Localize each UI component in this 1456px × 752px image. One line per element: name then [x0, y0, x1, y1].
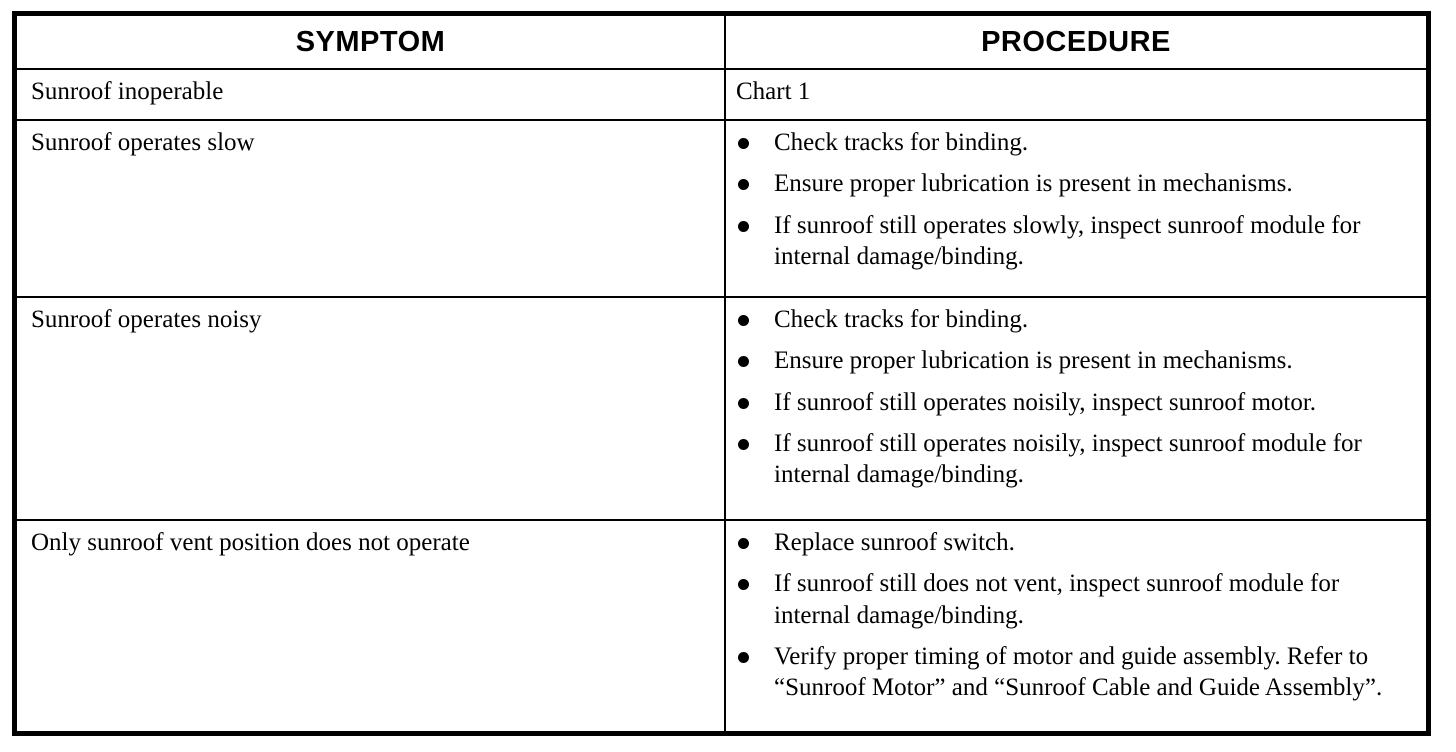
procedure-cell: Chart 1 — [725, 69, 1427, 120]
procedure-step-list — [736, 127, 1416, 272]
procedure-step-text: Check tracks for binding. — [774, 129, 1029, 156]
procedure-column-header: PROCEDURE — [725, 15, 1427, 69]
procedure-step-text: Replace sunroof switch. — [774, 529, 1015, 557]
procedure-cell — [725, 297, 1427, 520]
symptom-cell: Sunroof operates noisy — [16, 297, 725, 520]
procedure-step — [736, 641, 1416, 704]
symptom-cell: Sunroof inoperable — [16, 69, 725, 120]
procedure-step-text: If sunroof still operates noisily, inspect sunroof module for internal damage/binding. — [774, 429, 1362, 489]
symptom-cell: Only sunroof vent position does not operate — [16, 520, 725, 732]
bullet-icon — [738, 398, 749, 409]
procedure-step-text: If sunroof still does not vent, inspect sunroof module for internal damage/binding. — [774, 570, 1340, 629]
procedure-step — [736, 168, 1416, 199]
procedure-step-text: Verify proper timing of motor and guide assembly. Refer to “Sunroof Motor” and “Sunroof Cable and Guide Assembly”. — [774, 642, 1383, 702]
symptom-cell: Sunroof operates slow — [16, 120, 725, 297]
procedure-step-text: If sunroof still operates noisily, inspect sunroof motor. — [774, 388, 1317, 416]
table-header-row — [16, 15, 1427, 69]
table-row — [16, 69, 1427, 120]
symptom-procedure-table — [15, 14, 1428, 733]
bullet-icon — [738, 356, 749, 367]
bullet-icon — [738, 138, 749, 149]
procedure-step — [736, 568, 1416, 631]
bullet-icon — [738, 652, 749, 663]
procedure-cell — [725, 520, 1427, 732]
bullet-icon — [738, 315, 749, 326]
procedure-step — [736, 304, 1416, 335]
table-row — [16, 297, 1427, 520]
procedure-step-text: If sunroof still operates slowly, inspect sunroof module for internal damage/binding. — [774, 211, 1361, 270]
table-row — [16, 120, 1427, 297]
procedure-step — [736, 527, 1416, 558]
symptom-procedure-table-frame — [12, 11, 1431, 736]
procedure-step-text: Ensure proper lubrication is present in mechanisms. — [774, 347, 1293, 375]
bullet-icon — [738, 439, 749, 450]
symptom-column-header: SYMPTOM — [16, 15, 725, 69]
bullet-icon — [738, 221, 749, 232]
procedure-step — [736, 210, 1416, 273]
procedure-step-list — [736, 527, 1416, 703]
procedure-step-list — [736, 304, 1416, 490]
procedure-step — [736, 387, 1416, 418]
procedure-step — [736, 127, 1416, 158]
table-row — [16, 520, 1427, 732]
bullet-icon — [738, 179, 749, 190]
procedure-step — [736, 428, 1416, 491]
bullet-icon — [738, 579, 749, 590]
procedure-cell — [725, 120, 1427, 297]
procedure-step — [736, 345, 1416, 376]
procedure-step-text: Check tracks for binding. — [774, 306, 1029, 334]
bullet-icon — [738, 538, 749, 549]
procedure-step-text: Ensure proper lubrication is present in mechanisms. — [774, 170, 1293, 198]
